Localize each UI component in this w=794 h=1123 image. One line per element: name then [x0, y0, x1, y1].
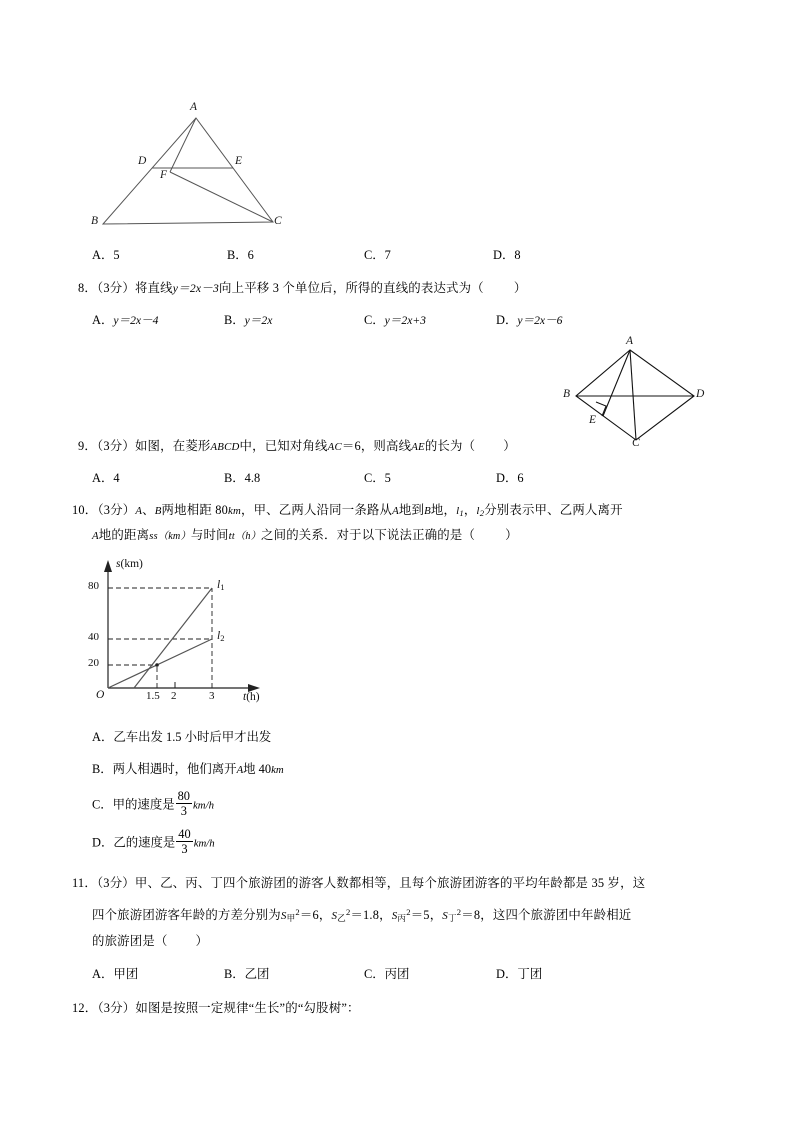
chart-ytick-20: 20 — [88, 657, 99, 669]
q10-option-c-unit: km/h — [193, 799, 214, 812]
q10-option-d-unit: km/h — [193, 837, 215, 850]
q11-variance-ding: $S_丁^2$ — [442, 907, 462, 923]
q8-stem — [78, 279, 526, 298]
q11-variance-jia: $S_甲^2$ — [280, 907, 300, 923]
q11-number: 11． — [72, 876, 97, 890]
q9-score: （3分） — [97, 439, 135, 453]
chart-xtick-2: 2 — [171, 690, 177, 702]
q9-figure-ref-ae: AE — [411, 441, 425, 453]
q10-ref-l2-sub: 2 — [479, 507, 485, 518]
q10-ref-l1-sub: 1 — [459, 507, 464, 518]
chart-series-label-l2: $l_2$ — [217, 630, 225, 643]
q10-unit-t: t（h） — [231, 531, 262, 542]
q8-option-c[interactable] — [364, 311, 426, 330]
q10-unit-km1: km — [228, 505, 241, 517]
q7-option-c[interactable]: C．7 — [364, 248, 391, 262]
q9-stem — [78, 437, 516, 456]
q9-option-d[interactable]: D．6 — [496, 471, 524, 485]
q11-text-3b: ） — [195, 934, 209, 948]
series-l1-line — [134, 588, 212, 688]
q9-stem-text-e: ） — [503, 439, 516, 453]
q11-text-3a: 的旅游团是（ — [92, 934, 168, 948]
y-axis-arrow — [104, 560, 112, 572]
q9-option-b[interactable]: B．4.8 — [224, 471, 261, 485]
q12-text: 如图是按照一定规律“生长”的“勾股树”： — [135, 1001, 360, 1015]
q11-score: （3分） — [96, 876, 135, 890]
triangle-vertex-label-F: F — [160, 169, 168, 181]
q8-option-c-value: y＝2x+3 — [384, 314, 426, 327]
q8-stem-text-a: 将直线 — [134, 281, 173, 295]
q9-figure-ref-abcd: ABCD — [210, 441, 240, 453]
q10-option-c-pre: C．甲的速度是 — [92, 797, 175, 812]
rhombus-vertex-label-A: A — [626, 335, 634, 347]
q11-text-2d: ＝5， — [410, 907, 443, 922]
q10-ref-t: t — [228, 530, 232, 542]
q10-option-b-pre: B．两人相遇时，他们离开 — [92, 762, 237, 776]
q10-option-c-denominator: 3 — [180, 804, 187, 819]
q8-option-a-value: y＝2x－4 — [113, 314, 159, 327]
q10-text-2b: 与时间 — [190, 528, 229, 542]
q10-option-d-denominator: 3 — [181, 842, 188, 857]
q12-stem — [72, 999, 360, 1017]
q11-stem-line3 — [92, 932, 208, 950]
q9-stem-text-b: 中，已知对角线 — [239, 439, 328, 453]
q10-text-1c: 地到 — [398, 503, 425, 517]
q11-text-1: 甲、乙、丙、丁四个旅游团的游客人数都相等，且每个旅游团游客的平均年龄都是 35 岁，这 — [134, 876, 646, 890]
q11-option-b[interactable]: B．乙团 — [224, 967, 270, 981]
figure-distance-time-chart — [80, 556, 280, 711]
q10-stem-line1: 10．（3分）A、B两地相距 80km，甲、乙两人沿同一条路从A地到B地，$l_1$，$l_2$分别表示甲、乙两人离开 — [72, 503, 623, 518]
q11-stem-line1 — [72, 874, 645, 892]
q10-text-2c: 之间的关系．对于以下说法正确的是（ — [261, 528, 476, 542]
q10-option-a[interactable]: A．乙车出发 1.5 小时后甲才出发 — [92, 730, 272, 744]
q8-option-b[interactable] — [224, 311, 272, 330]
q8-number: 8． — [78, 281, 97, 295]
rhombus-vertex-label-C: C — [632, 437, 640, 449]
q9-figure-ref-ac: AC — [327, 441, 342, 453]
q11-stem-line2 — [92, 903, 631, 927]
q12-score: （3分） — [97, 1001, 136, 1015]
q10-ref-a3: A — [92, 530, 99, 542]
chart-origin-label: O — [96, 689, 105, 701]
q10-text-1b: ，甲、乙两人沿同一条路从 — [241, 503, 393, 517]
triangle-vertex-label-D: D — [138, 155, 147, 167]
series-l2-line — [108, 639, 212, 688]
q10-text-1d: 地， — [430, 503, 457, 517]
rhombus-vertex-label-B: B — [563, 388, 571, 400]
q8-option-d-key: D． — [496, 313, 518, 327]
chart-series-label-l1: $l_1$ — [217, 579, 225, 592]
rhombus-vertex-label-E: E — [589, 414, 597, 426]
chart-xtick-3: 3 — [209, 690, 215, 702]
q10-text-2d: ） — [505, 528, 518, 542]
q10-unit-s: s（km） — [153, 531, 191, 542]
q10-score: （3分） — [97, 503, 136, 517]
triangle-vertex-label-A: A — [190, 101, 198, 113]
q9-option-c[interactable]: C．5 — [364, 471, 391, 485]
q10-ref-s: s — [149, 530, 154, 542]
q7-option-a[interactable]: A．5 — [92, 248, 120, 262]
q11-text-2c: ＝1.8， — [350, 907, 392, 922]
q8-expression: y＝2x－3 — [172, 282, 220, 295]
q10-option-c-fraction — [176, 790, 192, 818]
q10-option-b[interactable] — [92, 760, 284, 779]
q10-option-d-numerator: 40 — [178, 827, 191, 841]
q8-option-d[interactable] — [496, 311, 562, 330]
chart-ytick-40: 40 — [88, 631, 99, 643]
q10-ref-l1: l — [456, 505, 460, 517]
intersection-point — [155, 663, 159, 667]
q9-stem-text-d: 的长为（ — [424, 439, 476, 453]
q8-option-c-key: C． — [364, 313, 385, 327]
q7-option-b[interactable]: B．6 — [227, 248, 254, 262]
q10-ref-b2: B — [424, 505, 431, 517]
q11-option-a[interactable]: A．甲团 — [92, 967, 139, 981]
q8-option-a-key: A． — [92, 313, 114, 327]
q10-ref-a2: A — [392, 505, 399, 517]
q10-option-d-fraction — [176, 828, 192, 856]
chart-x-axis-label: t(h) — [243, 691, 260, 703]
q9-number: 9． — [78, 439, 97, 453]
q10-ref-l2: l — [476, 505, 480, 517]
q10-ref-a1: A — [135, 505, 143, 517]
triangle-vertex-label-E: E — [235, 155, 243, 167]
q11-variance-bing: $S_丙^2$ — [391, 907, 411, 923]
q12-number: 12． — [72, 1001, 98, 1015]
chart-ytick-80: 80 — [88, 580, 99, 592]
q10-text-1a: 两地相距 80 — [161, 503, 228, 517]
q11-option-c[interactable]: C．丙团 — [364, 967, 410, 981]
q11-option-d[interactable]: D．丁团 — [496, 967, 543, 981]
q10-option-b-post: 地 40 — [243, 762, 272, 776]
q8-option-d-value: y＝2x－6 — [517, 314, 563, 327]
triangle-vertex-label-B: B — [91, 215, 99, 227]
q10-option-d-pre: D．乙的速度是 — [92, 835, 176, 850]
chart-xtick-1point5: 1.5 — [146, 690, 160, 702]
chart-y-axis-label: s(km) — [116, 558, 143, 570]
q10-option-c[interactable] — [92, 790, 214, 819]
q9-stem-text-a: 如图，在菱形 — [134, 439, 211, 453]
q7-option-d[interactable]: D．8 — [493, 248, 521, 262]
q10-text-1e: 分别表示甲、乙两人离开 — [484, 503, 623, 517]
q8-option-b-value: y＝2x — [244, 314, 273, 327]
q10-ref-b1: B — [154, 505, 162, 517]
q11-text-2e: ＝8，这四个旅游团中年龄相近 — [461, 907, 632, 922]
q8-stem-text-c: ） — [513, 281, 527, 295]
q11-text-2a: 四个旅游团游客年龄的方差分别为 — [92, 907, 281, 922]
q10-option-b-ref-a: A — [236, 764, 244, 776]
q8-option-a[interactable] — [92, 311, 158, 330]
q9-stem-text-c: ＝6，则高线 — [341, 439, 412, 453]
figure-rhombus-abcd — [562, 335, 714, 450]
q10-number: 10． — [72, 503, 98, 517]
triangle-vertex-label-C: C — [274, 215, 282, 227]
q9-option-a[interactable]: A．4 — [92, 471, 120, 485]
rhombus-vertex-label-D: D — [696, 388, 705, 400]
q11-text-2b: ＝6， — [299, 907, 332, 922]
q10-text-2a: 地的距离 — [98, 528, 150, 542]
q10-option-c-numerator: 80 — [177, 789, 190, 803]
q8-score: （3分） — [97, 281, 135, 295]
q8-option-b-key: B． — [224, 313, 245, 327]
q10-option-b-unit: km — [271, 764, 284, 776]
q10-stem-line2 — [92, 526, 518, 546]
figure-triangle-abc — [90, 101, 300, 235]
q10-option-d[interactable] — [92, 828, 215, 857]
q11-variance-yi: $S_乙^2$ — [331, 907, 351, 923]
q8-stem-text-b: 向上平移 3 个单位后，所得的直线的表达式为（ — [219, 281, 484, 295]
